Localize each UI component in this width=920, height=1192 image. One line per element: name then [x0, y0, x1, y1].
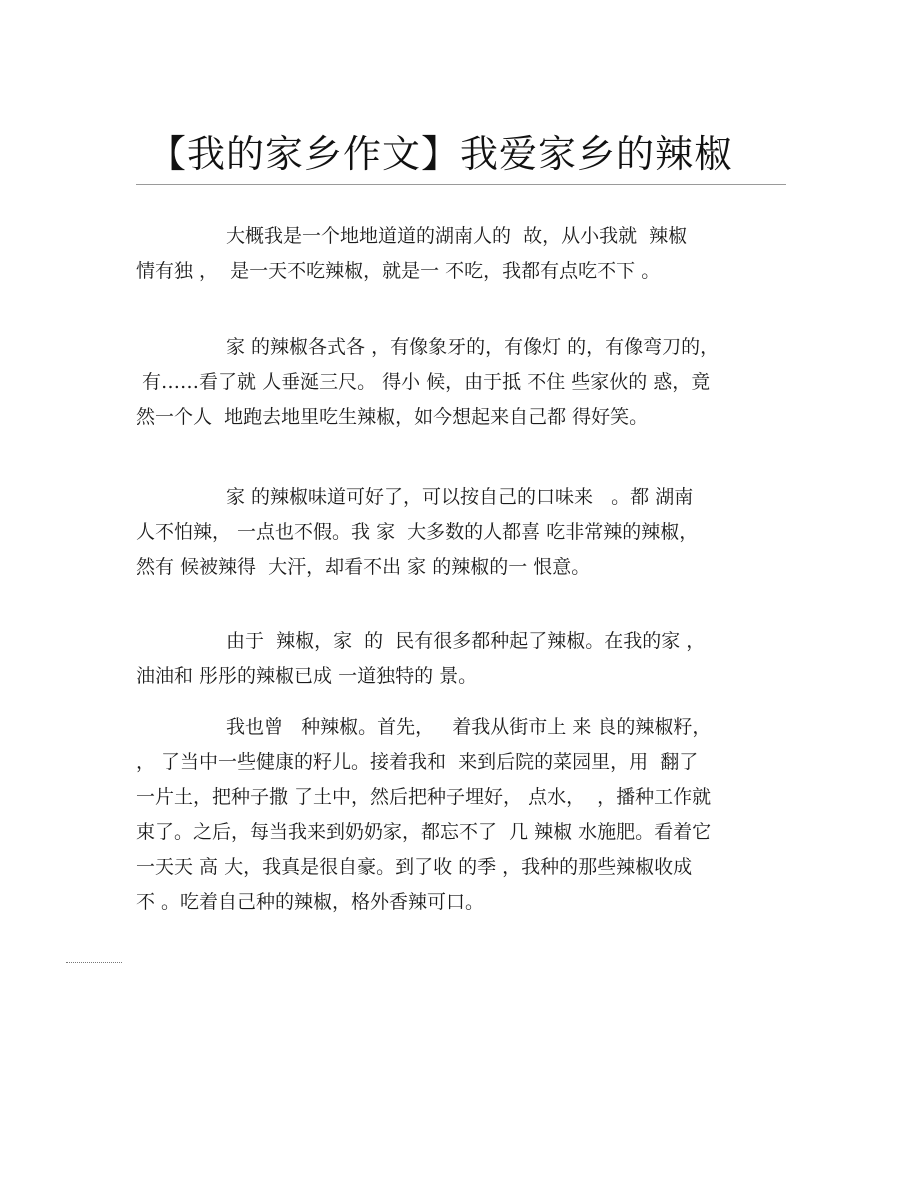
paragraph-line: 然有 候被辣得 大汗，却看不出 家 的辣椒的一 恨意。 [136, 556, 591, 578]
paragraph-line: 家 的辣椒味道可好了，可以按自己的口味来 。都 湖南 [226, 486, 694, 508]
paragraph-line: 油油和 彤彤的辣椒已成 一道独特的 景。 [136, 665, 478, 687]
paragraph-line: 由于 辣椒，家 的 民有很多都种起了辣椒。在我的家 ， [226, 630, 706, 652]
paragraph-4 [136, 624, 736, 694]
paragraph-5 [136, 710, 736, 920]
paragraph-1 [136, 219, 736, 289]
document-title: 【我的家乡作文】我爱家乡的辣椒 [148, 132, 734, 176]
paragraph-line: 大概我是一个地地道道的湖南人的 故，从小我就 辣椒 [226, 225, 688, 247]
footnote-divider [66, 962, 122, 963]
paragraph-line: ， 了当中一些健康的籽儿。接着我和 来到后院的菜园里，用 翻了 [136, 751, 699, 773]
paragraph-3 [136, 480, 736, 585]
paragraph-2 [136, 330, 736, 435]
paragraph-line: 情有独 ， 是一天不吃辣椒，就是一 不吃，我都有点吃不下 。 [136, 260, 661, 282]
paragraph-line: 有……看了就 人垂涎三尺。 得小 候，由于抵 不住 些家伙的 惑，竟 [136, 371, 711, 393]
paragraph-line: 一天天 高 大，我真是很自豪。到了收 的季 ，我种的那些辣椒收成 [136, 856, 693, 878]
paragraph-line: 不 。吃着自己种的辣椒，格外香辣可口。 [136, 891, 485, 913]
paragraph-line: 家 的辣椒各式各 ，有像象牙的，有像灯 的，有像弯刀的， [226, 336, 720, 358]
paragraph-line: 束了。之后，每当我来到奶奶家，都忘不了 几 辣椒 水施肥。看着它 [136, 821, 712, 843]
title-underline [136, 184, 786, 185]
paragraph-line: 人不怕辣， 一点也不假。我 家 大多数的人都喜 吃非常辣的辣椒， [136, 521, 699, 543]
paragraph-line: 我也曾 种辣椒。首先， 着我从街市上 来 良的辣椒籽， [226, 716, 712, 738]
paragraph-line: 然一个人 地跑去地里吃生辣椒，如今想起来自己都 得好笑。 [136, 406, 649, 428]
paragraph-line: 一片土，把种子撒 了土中，然后把种子埋好， 点水， ，播种工作就 [136, 786, 712, 808]
